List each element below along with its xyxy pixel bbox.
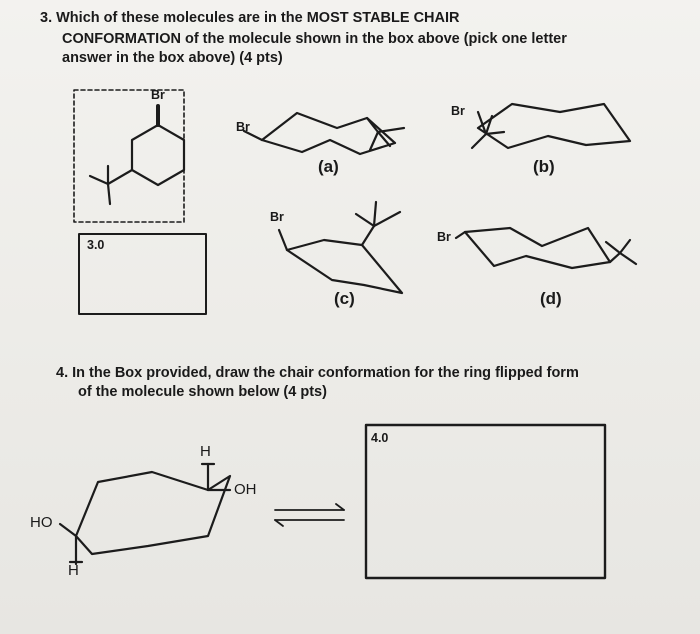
- option-b-chair: [472, 104, 630, 148]
- option-a-label: (a): [318, 157, 339, 176]
- given-br-label: Br: [151, 88, 165, 102]
- question-4-line-1: 4. In the Box provided, draw the chair conformation for the ring flipped form: [56, 365, 579, 381]
- q4-answer-box-score: 4.0: [371, 431, 389, 445]
- q4-oh-label: OH: [234, 481, 257, 498]
- question-4-line-2: of the molecule shown below (4 pts): [78, 384, 327, 400]
- q4-h-top-label: H: [200, 443, 211, 460]
- question-3-line-2: CONFORMATION of the molecule shown in the box above (pick one letter: [62, 31, 567, 47]
- given-molecule-box: [74, 90, 184, 222]
- q4-answer-box: [366, 425, 605, 578]
- option-b-label: (b): [533, 157, 555, 176]
- option-d-chair: [456, 228, 636, 268]
- option-c-label: (c): [334, 289, 355, 308]
- q4-molecule-chair: [60, 464, 230, 564]
- question-3-line-1: 3. Which of these molecules are in the MOST STABLE CHAIR: [40, 10, 460, 26]
- option-d-br-label: Br: [437, 230, 451, 244]
- q4-ho-label: HO: [30, 514, 53, 531]
- q4-h-bottom-label: H: [68, 562, 79, 579]
- option-b-br-label: Br: [451, 104, 465, 118]
- option-c-br-label: Br: [270, 210, 284, 224]
- q3-answer-box-score: 3.0: [87, 238, 105, 252]
- option-c-chair: [279, 202, 402, 293]
- option-d-label: (d): [540, 289, 562, 308]
- option-a-chair: [244, 113, 404, 154]
- option-a-br-label: Br: [236, 120, 250, 134]
- equilibrium-arrows: [275, 504, 344, 526]
- question-3-line-3: answer in the box above) (4 pts): [62, 50, 283, 66]
- given-molecule-structure: [90, 106, 184, 204]
